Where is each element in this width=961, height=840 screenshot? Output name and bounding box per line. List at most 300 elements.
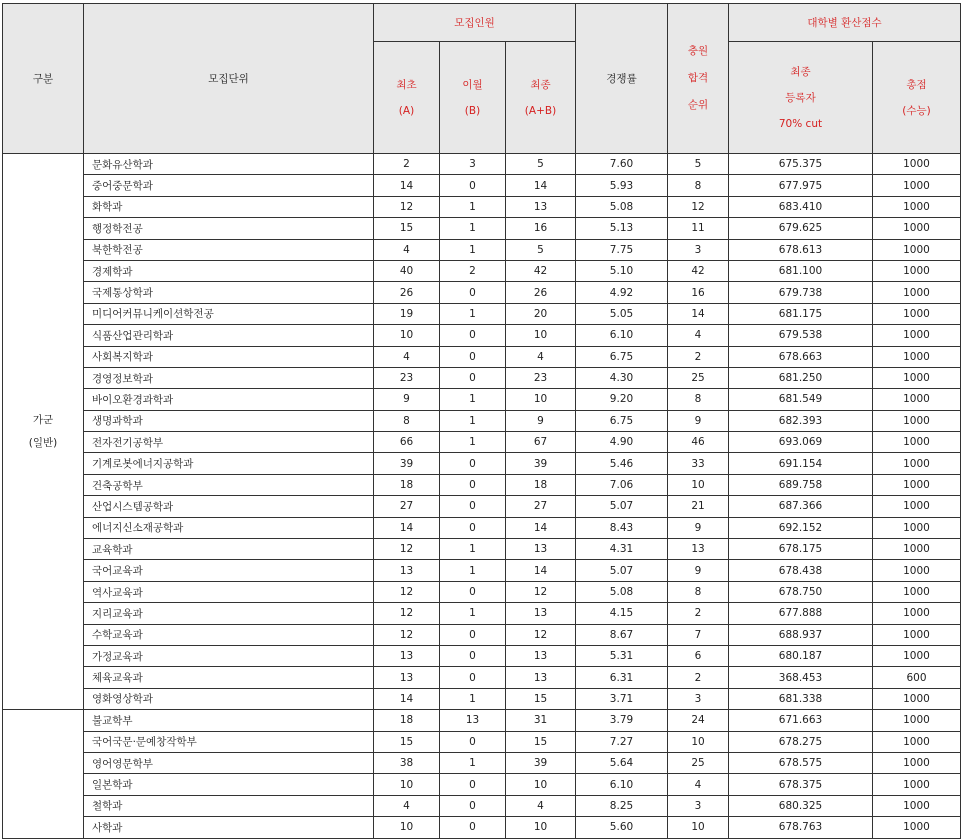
full-score-cell: 1000	[873, 517, 961, 538]
unit-cell: 문화유산학과	[84, 154, 374, 175]
initial-cell: 12	[374, 603, 440, 624]
final-cell: 13	[506, 539, 576, 560]
enrolled-score-cell: 677.975	[729, 175, 873, 196]
competition-cell: 5.07	[576, 560, 668, 581]
initial-cell: 2	[374, 154, 440, 175]
header-competition: 경쟁률	[576, 4, 668, 154]
final-cell: 15	[506, 688, 576, 709]
final-cell: 4	[506, 346, 576, 367]
waitlist-cell: 42	[668, 260, 729, 281]
initial-cell: 14	[374, 175, 440, 196]
table-row	[3, 667, 961, 688]
unit-cell: 영화영상학과	[84, 688, 374, 709]
full-score-cell: 1000	[873, 603, 961, 624]
header-recruit-group: 모집인원	[374, 4, 576, 42]
unit-cell: 영어영문학부	[84, 752, 374, 773]
final-cell: 9	[506, 410, 576, 431]
enrolled-score-cell: 681.100	[729, 260, 873, 281]
unit-cell: 일본학과	[84, 774, 374, 795]
enrolled-score-cell: 680.325	[729, 795, 873, 816]
initial-cell: 10	[374, 817, 440, 838]
header-gubun: 구분	[3, 4, 84, 154]
waitlist-cell: 11	[668, 218, 729, 239]
enrolled-score-cell: 681.549	[729, 389, 873, 410]
table-row	[3, 560, 961, 581]
competition-cell: 5.31	[576, 645, 668, 666]
full-score-cell: 1000	[873, 539, 961, 560]
unit-cell: 국어국문·문예창작학부	[84, 731, 374, 752]
transfer-cell: 0	[440, 817, 506, 838]
enrolled-score-cell: 678.275	[729, 731, 873, 752]
final-cell: 13	[506, 667, 576, 688]
waitlist-cell: 2	[668, 667, 729, 688]
unit-cell: 수학교육과	[84, 624, 374, 645]
competition-cell: 5.13	[576, 218, 668, 239]
transfer-cell: 0	[440, 774, 506, 795]
competition-cell: 8.25	[576, 795, 668, 816]
enrolled-score-cell: 678.175	[729, 539, 873, 560]
unit-cell: 가정교육과	[84, 645, 374, 666]
full-score-cell: 1000	[873, 367, 961, 388]
header-unit: 모집단위	[84, 4, 374, 154]
full-score-cell: 1000	[873, 410, 961, 431]
final-cell: 10	[506, 325, 576, 346]
enrolled-score-cell: 687.366	[729, 496, 873, 517]
header-enrolled: 최종 등록자 70% cut	[729, 42, 873, 154]
transfer-cell: 0	[440, 367, 506, 388]
full-score-cell: 1000	[873, 774, 961, 795]
final-cell: 13	[506, 603, 576, 624]
full-score-cell: 1000	[873, 795, 961, 816]
competition-cell: 5.64	[576, 752, 668, 773]
competition-cell: 5.46	[576, 453, 668, 474]
unit-cell: 불교학부	[84, 710, 374, 731]
unit-cell: 국어교육과	[84, 560, 374, 581]
full-score-cell: 1000	[873, 175, 961, 196]
table-row	[3, 282, 961, 303]
unit-cell: 전자전기공학부	[84, 432, 374, 453]
initial-cell: 13	[374, 645, 440, 666]
table-row	[3, 154, 961, 175]
unit-cell: 화학과	[84, 196, 374, 217]
waitlist-cell: 3	[668, 239, 729, 260]
unit-cell: 사회복지학과	[84, 346, 374, 367]
final-cell: 27	[506, 496, 576, 517]
transfer-cell: 0	[440, 474, 506, 495]
competition-cell: 5.07	[576, 496, 668, 517]
transfer-cell: 1	[440, 218, 506, 239]
full-score-cell: 1000	[873, 624, 961, 645]
initial-cell: 18	[374, 710, 440, 731]
enrolled-score-cell: 689.758	[729, 474, 873, 495]
initial-cell: 12	[374, 539, 440, 560]
competition-cell: 4.30	[576, 367, 668, 388]
final-cell: 5	[506, 239, 576, 260]
waitlist-cell: 10	[668, 731, 729, 752]
transfer-cell: 0	[440, 645, 506, 666]
transfer-cell: 1	[440, 239, 506, 260]
enrolled-score-cell: 678.663	[729, 346, 873, 367]
full-score-cell: 1000	[873, 453, 961, 474]
competition-cell: 6.10	[576, 774, 668, 795]
table-row	[3, 196, 961, 217]
transfer-cell: 0	[440, 325, 506, 346]
full-score-cell: 1000	[873, 239, 961, 260]
transfer-cell: 1	[440, 539, 506, 560]
table-row	[3, 752, 961, 773]
final-cell: 39	[506, 453, 576, 474]
table-row	[3, 346, 961, 367]
final-cell: 10	[506, 389, 576, 410]
final-cell: 12	[506, 581, 576, 602]
transfer-cell: 1	[440, 432, 506, 453]
full-score-cell: 1000	[873, 581, 961, 602]
waitlist-cell: 7	[668, 624, 729, 645]
unit-cell: 중어중문학과	[84, 175, 374, 196]
competition-cell: 4.92	[576, 282, 668, 303]
transfer-cell: 0	[440, 667, 506, 688]
final-cell: 39	[506, 752, 576, 773]
final-cell: 31	[506, 710, 576, 731]
waitlist-cell: 3	[668, 688, 729, 709]
transfer-cell: 1	[440, 389, 506, 410]
initial-cell: 15	[374, 731, 440, 752]
initial-cell: 9	[374, 389, 440, 410]
competition-cell: 6.10	[576, 325, 668, 346]
table-row	[3, 731, 961, 752]
group-label: 가군 (일반)	[3, 154, 84, 710]
final-cell: 5	[506, 154, 576, 175]
transfer-cell: 1	[440, 603, 506, 624]
table-row	[3, 624, 961, 645]
table-row	[3, 817, 961, 838]
waitlist-cell: 9	[668, 560, 729, 581]
unit-cell: 식품산업관리학과	[84, 325, 374, 346]
table-row	[3, 239, 961, 260]
initial-cell: 4	[374, 346, 440, 367]
full-score-cell: 1000	[873, 196, 961, 217]
enrolled-score-cell: 678.763	[729, 817, 873, 838]
waitlist-cell: 21	[668, 496, 729, 517]
waitlist-cell: 2	[668, 346, 729, 367]
initial-cell: 10	[374, 325, 440, 346]
unit-cell: 행정학전공	[84, 218, 374, 239]
unit-cell: 경영정보학과	[84, 367, 374, 388]
enrolled-score-cell: 679.738	[729, 282, 873, 303]
waitlist-cell: 8	[668, 581, 729, 602]
unit-cell: 북한학전공	[84, 239, 374, 260]
header-full: 총점 (수능)	[873, 42, 961, 154]
final-cell: 13	[506, 196, 576, 217]
initial-cell: 19	[374, 303, 440, 324]
transfer-cell: 0	[440, 581, 506, 602]
enrolled-score-cell: 677.888	[729, 603, 873, 624]
waitlist-cell: 3	[668, 795, 729, 816]
initial-cell: 40	[374, 260, 440, 281]
unit-cell: 바이오환경과학과	[84, 389, 374, 410]
waitlist-cell: 8	[668, 389, 729, 410]
enrolled-score-cell: 680.187	[729, 645, 873, 666]
table-header	[3, 4, 961, 154]
enrolled-score-cell: 679.538	[729, 325, 873, 346]
transfer-cell: 1	[440, 688, 506, 709]
competition-cell: 4.90	[576, 432, 668, 453]
waitlist-cell: 8	[668, 175, 729, 196]
table-row	[3, 410, 961, 431]
table-row	[3, 688, 961, 709]
competition-cell: 3.79	[576, 710, 668, 731]
final-cell: 10	[506, 817, 576, 838]
transfer-cell: 1	[440, 196, 506, 217]
initial-cell: 13	[374, 560, 440, 581]
enrolled-score-cell: 692.152	[729, 517, 873, 538]
initial-cell: 14	[374, 688, 440, 709]
admission-results-table	[2, 3, 961, 839]
table-row	[3, 539, 961, 560]
competition-cell: 5.60	[576, 817, 668, 838]
full-score-cell: 1000	[873, 496, 961, 517]
waitlist-cell: 4	[668, 325, 729, 346]
enrolled-score-cell: 671.663	[729, 710, 873, 731]
header-final: 최종 (A+B)	[506, 42, 576, 154]
waitlist-cell: 12	[668, 196, 729, 217]
competition-cell: 4.31	[576, 539, 668, 560]
initial-cell: 26	[374, 282, 440, 303]
final-cell: 67	[506, 432, 576, 453]
full-score-cell: 1000	[873, 688, 961, 709]
enrolled-score-cell: 681.250	[729, 367, 873, 388]
unit-cell: 철학과	[84, 795, 374, 816]
full-score-cell: 1000	[873, 474, 961, 495]
competition-cell: 7.06	[576, 474, 668, 495]
initial-cell: 13	[374, 667, 440, 688]
final-cell: 20	[506, 303, 576, 324]
table-row	[3, 389, 961, 410]
full-score-cell: 1000	[873, 817, 961, 838]
initial-cell: 39	[374, 453, 440, 474]
full-score-cell: 600	[873, 667, 961, 688]
waitlist-cell: 24	[668, 710, 729, 731]
table-row	[3, 603, 961, 624]
table-row	[3, 218, 961, 239]
table-row	[3, 303, 961, 324]
waitlist-cell: 10	[668, 474, 729, 495]
unit-cell: 미디어커뮤니케이션학전공	[84, 303, 374, 324]
unit-cell: 생명과학과	[84, 410, 374, 431]
enrolled-score-cell: 691.154	[729, 453, 873, 474]
unit-cell: 산업시스템공학과	[84, 496, 374, 517]
final-cell: 15	[506, 731, 576, 752]
final-cell: 4	[506, 795, 576, 816]
competition-cell: 5.93	[576, 175, 668, 196]
table-row	[3, 645, 961, 666]
unit-cell: 국제통상학과	[84, 282, 374, 303]
group-label	[3, 710, 84, 838]
initial-cell: 14	[374, 517, 440, 538]
unit-cell: 교육학과	[84, 539, 374, 560]
enrolled-score-cell: 678.750	[729, 581, 873, 602]
initial-cell: 23	[374, 367, 440, 388]
full-score-cell: 1000	[873, 154, 961, 175]
full-score-cell: 1000	[873, 432, 961, 453]
competition-cell: 6.31	[576, 667, 668, 688]
competition-cell: 6.75	[576, 346, 668, 367]
final-cell: 10	[506, 774, 576, 795]
table-row	[3, 175, 961, 196]
transfer-cell: 2	[440, 260, 506, 281]
initial-cell: 15	[374, 218, 440, 239]
final-cell: 14	[506, 517, 576, 538]
final-cell: 23	[506, 367, 576, 388]
enrolled-score-cell: 679.625	[729, 218, 873, 239]
initial-cell: 10	[374, 774, 440, 795]
unit-cell: 지리교육과	[84, 603, 374, 624]
competition-cell: 5.10	[576, 260, 668, 281]
table-row	[3, 496, 961, 517]
header-score-group: 대학별 환산점수	[729, 4, 961, 42]
header-transfer: 이월 (B)	[440, 42, 506, 154]
waitlist-cell: 13	[668, 539, 729, 560]
final-cell: 26	[506, 282, 576, 303]
transfer-cell: 1	[440, 303, 506, 324]
transfer-cell: 0	[440, 496, 506, 517]
competition-cell: 5.05	[576, 303, 668, 324]
unit-cell: 사학과	[84, 817, 374, 838]
full-score-cell: 1000	[873, 560, 961, 581]
transfer-cell: 0	[440, 795, 506, 816]
table-row	[3, 774, 961, 795]
table-row	[3, 325, 961, 346]
enrolled-score-cell: 368.453	[729, 667, 873, 688]
transfer-cell: 0	[440, 282, 506, 303]
table-row	[3, 432, 961, 453]
waitlist-cell: 16	[668, 282, 729, 303]
initial-cell: 4	[374, 795, 440, 816]
full-score-cell: 1000	[873, 346, 961, 367]
header-initial: 최초 (A)	[374, 42, 440, 154]
initial-cell: 18	[374, 474, 440, 495]
waitlist-cell: 25	[668, 752, 729, 773]
table-row	[3, 517, 961, 538]
table-row	[3, 581, 961, 602]
unit-cell: 건축공학부	[84, 474, 374, 495]
full-score-cell: 1000	[873, 752, 961, 773]
final-cell: 12	[506, 624, 576, 645]
unit-cell: 에너지신소재공학과	[84, 517, 374, 538]
table-row	[3, 474, 961, 495]
competition-cell: 4.15	[576, 603, 668, 624]
waitlist-cell: 10	[668, 817, 729, 838]
table-row	[3, 367, 961, 388]
transfer-cell: 3	[440, 154, 506, 175]
waitlist-cell: 14	[668, 303, 729, 324]
table-row	[3, 453, 961, 474]
final-cell: 13	[506, 645, 576, 666]
full-score-cell: 1000	[873, 710, 961, 731]
full-score-cell: 1000	[873, 303, 961, 324]
final-cell: 14	[506, 560, 576, 581]
waitlist-cell: 6	[668, 645, 729, 666]
full-score-cell: 1000	[873, 218, 961, 239]
full-score-cell: 1000	[873, 645, 961, 666]
initial-cell: 12	[374, 624, 440, 645]
enrolled-score-cell: 681.175	[729, 303, 873, 324]
competition-cell: 5.08	[576, 196, 668, 217]
transfer-cell: 0	[440, 453, 506, 474]
competition-cell: 3.71	[576, 688, 668, 709]
final-cell: 16	[506, 218, 576, 239]
final-cell: 14	[506, 175, 576, 196]
waitlist-cell: 9	[668, 517, 729, 538]
waitlist-cell: 46	[668, 432, 729, 453]
enrolled-score-cell: 678.438	[729, 560, 873, 581]
full-score-cell: 1000	[873, 282, 961, 303]
table-row	[3, 260, 961, 281]
final-cell: 18	[506, 474, 576, 495]
initial-cell: 66	[374, 432, 440, 453]
transfer-cell: 1	[440, 752, 506, 773]
waitlist-cell: 25	[668, 367, 729, 388]
table-row	[3, 710, 961, 731]
unit-cell: 체육교육과	[84, 667, 374, 688]
initial-cell: 8	[374, 410, 440, 431]
waitlist-cell: 9	[668, 410, 729, 431]
header-waitlist: 충원 합격 순위	[668, 4, 729, 154]
unit-cell: 기계로봇에너지공학과	[84, 453, 374, 474]
full-score-cell: 1000	[873, 389, 961, 410]
initial-cell: 12	[374, 581, 440, 602]
transfer-cell: 1	[440, 410, 506, 431]
competition-cell: 7.60	[576, 154, 668, 175]
initial-cell: 27	[374, 496, 440, 517]
enrolled-score-cell: 678.613	[729, 239, 873, 260]
full-score-cell: 1000	[873, 325, 961, 346]
final-cell: 42	[506, 260, 576, 281]
competition-cell: 5.08	[576, 581, 668, 602]
competition-cell: 9.20	[576, 389, 668, 410]
unit-cell: 경제학과	[84, 260, 374, 281]
full-score-cell: 1000	[873, 731, 961, 752]
enrolled-score-cell: 682.393	[729, 410, 873, 431]
enrolled-score-cell: 681.338	[729, 688, 873, 709]
unit-cell: 역사교육과	[84, 581, 374, 602]
transfer-cell: 0	[440, 346, 506, 367]
enrolled-score-cell: 683.410	[729, 196, 873, 217]
waitlist-cell: 5	[668, 154, 729, 175]
initial-cell: 12	[374, 196, 440, 217]
transfer-cell: 0	[440, 517, 506, 538]
full-score-cell: 1000	[873, 260, 961, 281]
transfer-cell: 1	[440, 560, 506, 581]
transfer-cell: 13	[440, 710, 506, 731]
competition-cell: 7.27	[576, 731, 668, 752]
transfer-cell: 0	[440, 624, 506, 645]
waitlist-cell: 33	[668, 453, 729, 474]
table-row	[3, 795, 961, 816]
competition-cell: 8.67	[576, 624, 668, 645]
enrolled-score-cell: 675.375	[729, 154, 873, 175]
competition-cell: 7.75	[576, 239, 668, 260]
enrolled-score-cell: 678.375	[729, 774, 873, 795]
competition-cell: 6.75	[576, 410, 668, 431]
initial-cell: 38	[374, 752, 440, 773]
waitlist-cell: 4	[668, 774, 729, 795]
waitlist-cell: 2	[668, 603, 729, 624]
enrolled-score-cell: 678.575	[729, 752, 873, 773]
table-body	[3, 154, 961, 839]
competition-cell: 8.43	[576, 517, 668, 538]
transfer-cell: 0	[440, 175, 506, 196]
